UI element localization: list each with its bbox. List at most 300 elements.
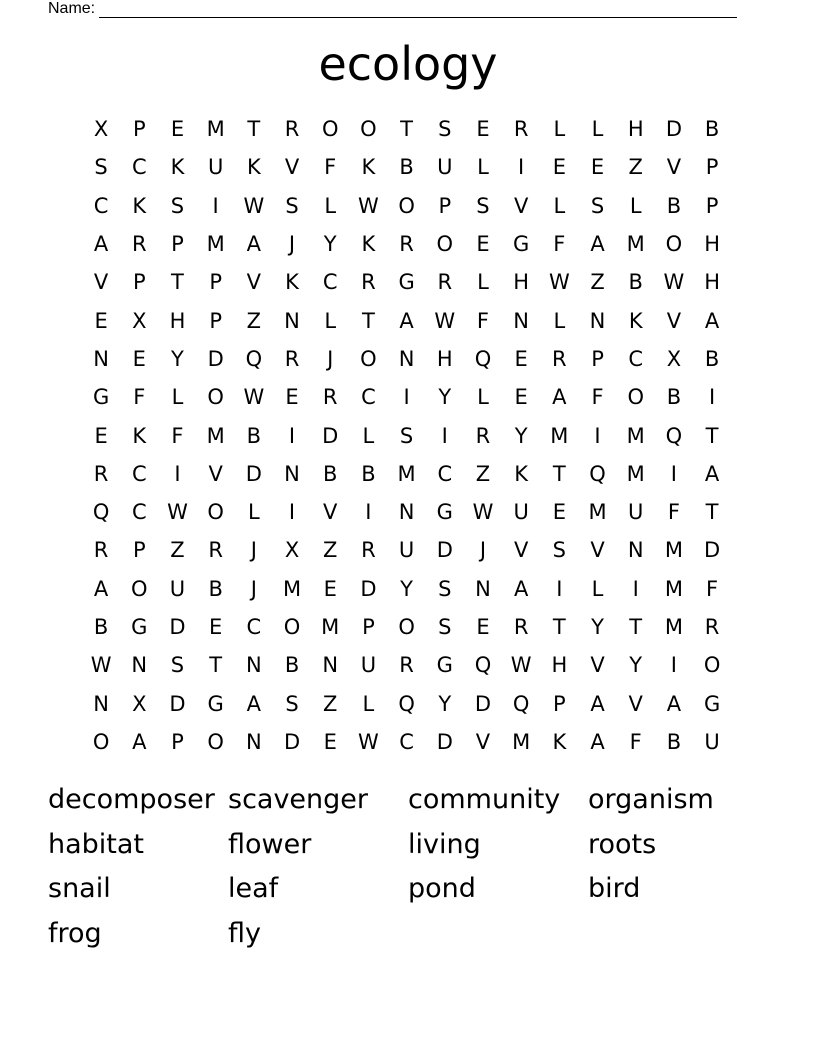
grid-letter: F xyxy=(667,500,680,525)
grid-letter: R xyxy=(284,346,300,371)
grid-letter: E xyxy=(514,346,528,371)
grid-letter: P xyxy=(362,615,375,639)
grid-letter: A xyxy=(704,308,720,333)
grid-letter: S xyxy=(438,615,452,639)
grid-letter: Q xyxy=(512,691,530,716)
grid-letter: M xyxy=(206,232,225,257)
grid-letter: D xyxy=(360,576,377,601)
grid-letter: P xyxy=(132,117,146,142)
grid-letter: J xyxy=(288,232,296,257)
grid-letter: R xyxy=(513,117,529,142)
grid-letter: U xyxy=(360,653,377,678)
grid-letter: Z xyxy=(323,538,338,563)
grid-letter: L xyxy=(477,270,489,295)
grid-letter: V xyxy=(246,270,262,295)
grid-letter: S xyxy=(438,117,452,142)
name-field xyxy=(48,0,737,18)
grid-letter: C xyxy=(322,270,338,295)
grid-letter: A xyxy=(590,729,605,754)
grid-letter: H xyxy=(551,653,568,678)
grid-letter: R xyxy=(475,423,491,448)
grid-letter: S xyxy=(94,155,108,180)
grid-letter: B xyxy=(399,155,414,180)
grid-letter: C xyxy=(131,500,147,525)
grid-letter: X xyxy=(284,538,300,563)
grid-letter: H xyxy=(704,232,720,257)
grid-letter: R xyxy=(284,117,300,142)
grid-letter: M xyxy=(550,423,569,448)
grid-letter: O xyxy=(703,653,721,678)
grid-letter: M xyxy=(321,615,340,639)
grid-letter: A xyxy=(93,232,109,257)
grid-letter: D xyxy=(169,691,186,716)
grid-letter: L xyxy=(477,385,489,410)
grid-letter: I xyxy=(174,461,181,486)
grid-letter: F xyxy=(171,423,184,448)
grid-letter: H xyxy=(169,308,186,333)
grid-letter: G xyxy=(207,691,224,716)
grid-letter: P xyxy=(705,193,719,218)
grid-letter: V xyxy=(323,500,338,525)
grid-letter: S xyxy=(285,691,299,716)
grid-letter: Q xyxy=(474,346,492,371)
grid-letter: W xyxy=(510,653,532,678)
grid-letter: Z xyxy=(475,461,491,486)
grid-letter: O xyxy=(207,385,224,410)
grid-letter: R xyxy=(322,385,338,410)
grid-letter: A xyxy=(399,308,414,333)
grid-letter: Q xyxy=(474,653,492,678)
grid-letter: O xyxy=(131,576,148,601)
grid-letter: B xyxy=(284,653,300,678)
grid-letter: N xyxy=(93,346,109,371)
grid-letter: F xyxy=(591,385,604,410)
word-list-item: flower xyxy=(228,828,312,860)
grid-letter: R xyxy=(704,615,720,639)
grid-letter: O xyxy=(321,117,339,142)
grid-letter: F xyxy=(476,308,490,333)
grid-letter: G xyxy=(513,232,530,257)
grid-letter: A xyxy=(93,576,109,601)
word-list-item: snail xyxy=(48,873,111,904)
grid-letter: R xyxy=(437,270,453,295)
grid-letter: W xyxy=(358,193,379,218)
grid-letter: B xyxy=(361,461,376,486)
grid-letter: X xyxy=(132,691,147,716)
grid-letter: N xyxy=(627,538,644,563)
grid-letter: Y xyxy=(591,615,604,639)
grid-letter: B xyxy=(666,193,682,218)
grid-letter: O xyxy=(398,193,415,218)
grid-letter: T xyxy=(171,270,184,295)
word-list-item: living xyxy=(408,828,481,860)
grid-letter: I xyxy=(403,385,410,410)
grid-letter: E xyxy=(323,729,337,754)
grid-letter: L xyxy=(324,193,337,218)
grid-letter: F xyxy=(706,576,719,601)
grid-letter: M xyxy=(206,117,225,142)
grid-letter: O xyxy=(207,500,224,525)
grid-letter: O xyxy=(436,232,454,257)
grid-letter: T xyxy=(629,615,643,639)
grid-letter: E xyxy=(94,423,108,448)
grid-letter: M xyxy=(626,232,645,257)
grid-letter: E xyxy=(476,232,490,257)
grid-letter: C xyxy=(131,461,147,486)
grid-letter: G xyxy=(131,615,148,639)
word-list xyxy=(48,778,768,956)
grid-letter: D xyxy=(474,691,492,716)
grid-letter: N xyxy=(398,500,415,525)
grid-letter: F xyxy=(133,385,146,410)
grid-letter: N xyxy=(475,576,491,601)
grid-letter: B xyxy=(93,615,109,639)
grid-letter: E xyxy=(209,615,223,639)
grid-letter: S xyxy=(399,423,414,448)
grid-letter: M xyxy=(664,615,683,639)
grid-letter: B xyxy=(208,576,223,601)
grid-letter: V xyxy=(513,193,529,218)
grid-letter: I xyxy=(708,385,716,410)
grid-letter: M xyxy=(397,461,416,486)
grid-letter: P xyxy=(209,308,222,333)
grid-letter: K xyxy=(285,270,299,295)
grid-letter: W xyxy=(243,193,265,218)
grid-letter: M xyxy=(626,423,645,448)
grid-letter: P xyxy=(132,538,146,563)
grid-letter: E xyxy=(476,117,490,142)
grid-letter: E xyxy=(323,576,337,601)
grid-letter: V xyxy=(284,155,300,180)
grid-letter: A xyxy=(704,461,720,486)
grid-letter: T xyxy=(552,615,566,639)
grid-letter: A xyxy=(246,691,262,716)
grid-letter: R xyxy=(513,615,529,639)
grid-letter: T xyxy=(552,461,566,486)
grid-letter: P xyxy=(553,691,566,716)
grid-letter: Z xyxy=(246,308,262,333)
grid-letter: L xyxy=(591,576,604,601)
grid-letter: V xyxy=(475,729,491,754)
grid-letter: E xyxy=(132,346,146,371)
grid-letter: I xyxy=(288,423,296,448)
word-list-item: leaf xyxy=(228,873,279,904)
grid-letter: M xyxy=(206,423,225,448)
grid-letter: K xyxy=(628,308,643,333)
grid-letter: B xyxy=(628,270,643,295)
grid-letter: Z xyxy=(628,155,643,180)
grid-letter: N xyxy=(245,729,262,754)
grid-letter: P xyxy=(209,270,222,295)
grid-letter: Q xyxy=(398,691,415,716)
grid-letter: A xyxy=(246,232,262,257)
grid-letter: N xyxy=(513,308,530,333)
grid-letter: M xyxy=(512,729,531,754)
word-list-item: habitat xyxy=(48,828,145,860)
grid-letter: Q xyxy=(92,500,110,525)
grid-letter: I xyxy=(518,155,525,180)
grid-letter: C xyxy=(361,385,376,410)
grid-letter: V xyxy=(628,691,643,716)
grid-letter: C xyxy=(437,461,453,486)
grid-letter: Y xyxy=(400,576,413,601)
grid-letter: S xyxy=(476,193,490,218)
word-list-item: organism xyxy=(588,784,714,815)
grid-letter: G xyxy=(703,691,721,716)
page-title: ecology xyxy=(318,37,498,91)
grid-letter: U xyxy=(169,576,186,601)
grid-letter: S xyxy=(552,538,567,563)
grid-letter: D xyxy=(665,117,682,142)
grid-letter: A xyxy=(590,691,605,716)
word-list-item: roots xyxy=(588,828,657,860)
grid-letter: M xyxy=(588,500,607,525)
grid-letter: N xyxy=(284,308,300,333)
grid-letter: Y xyxy=(629,653,643,678)
grid-letter: L xyxy=(591,117,604,142)
grid-letter: O xyxy=(627,385,644,410)
grid-letter: K xyxy=(132,193,147,218)
grid-letter: W xyxy=(548,270,570,295)
grid-letter: V xyxy=(666,155,682,180)
grid-letter: K xyxy=(170,155,185,180)
grid-letter: N xyxy=(245,653,262,678)
grid-letter: M xyxy=(664,576,683,601)
grid-letter: T xyxy=(400,117,413,142)
grid-letter: B xyxy=(666,385,682,410)
grid-letter: E xyxy=(94,308,108,333)
grid-letter: B xyxy=(704,117,720,142)
grid-letter: E xyxy=(514,385,528,410)
grid-letter: K xyxy=(361,232,376,257)
grid-letter: Z xyxy=(590,270,605,295)
grid-letter: D xyxy=(169,615,186,639)
grid-letter: L xyxy=(171,385,184,410)
grid-letter: F xyxy=(324,155,337,180)
grid-letter: D xyxy=(436,538,453,563)
grid-letter: P xyxy=(705,155,719,180)
grid-letter: W xyxy=(472,500,494,525)
grid-letter: M xyxy=(664,538,683,563)
grid-letter: E xyxy=(552,500,566,525)
grid-letter: K xyxy=(361,155,376,180)
grid-letter: O xyxy=(283,615,301,639)
grid-letter: V xyxy=(513,538,529,563)
grid-letter: O xyxy=(207,729,224,754)
grid-letter: I xyxy=(556,576,563,601)
grid-letter: W xyxy=(90,653,112,678)
grid-letter: J xyxy=(250,576,257,601)
grid-letter: X xyxy=(666,346,682,371)
grid-letter: J xyxy=(327,346,334,371)
word-list-item: community xyxy=(408,784,561,815)
grid-letter: L xyxy=(477,155,489,180)
grid-letter: M xyxy=(282,576,302,601)
grid-letter: C xyxy=(93,193,109,218)
grid-letter: R xyxy=(399,232,414,257)
word-list-item: frog xyxy=(48,917,102,949)
grid-letter: E xyxy=(170,117,185,142)
grid-letter: V xyxy=(590,538,605,563)
grid-letter: C xyxy=(246,615,262,639)
grid-letter: I xyxy=(441,423,448,448)
grid-letter: Y xyxy=(323,232,337,257)
grid-letter: N xyxy=(322,653,339,678)
grid-letter: U xyxy=(398,538,415,563)
grid-letter: L xyxy=(553,117,566,142)
grid-letter: R xyxy=(399,653,414,678)
grid-letter: B xyxy=(323,461,338,486)
grid-letter: P xyxy=(438,193,452,218)
grid-letter: B xyxy=(666,729,682,754)
grid-letter: Y xyxy=(514,423,528,448)
grid-letter: X xyxy=(93,117,109,142)
grid-letter: A xyxy=(552,385,567,410)
grid-letter: L xyxy=(553,193,566,218)
grid-letter: O xyxy=(360,346,377,371)
grid-letter: S xyxy=(438,576,452,601)
grid-letter: D xyxy=(704,538,721,563)
grid-letter: V xyxy=(93,270,109,295)
grid-letter: H xyxy=(704,270,720,295)
grid-letter: K xyxy=(514,461,529,486)
grid-letter: T xyxy=(209,653,223,678)
grid-letter: E xyxy=(285,385,299,410)
grid-letter: W xyxy=(358,729,379,754)
grid-letter: T xyxy=(705,500,719,525)
letter-grid xyxy=(82,110,731,761)
grid-letter: H xyxy=(627,117,644,142)
grid-letter: O xyxy=(360,117,377,142)
grid-letter: N xyxy=(398,346,415,371)
grid-letter: J xyxy=(479,538,487,563)
grid-letter: L xyxy=(553,308,566,333)
grid-letter: N xyxy=(589,308,606,333)
grid-letter: A xyxy=(132,729,147,754)
grid-letter: L xyxy=(247,500,260,525)
grid-letter: C xyxy=(131,155,147,180)
grid-letter: S xyxy=(590,193,605,218)
grid-letter: R xyxy=(361,270,376,295)
grid-letter: Q xyxy=(245,346,263,371)
grid-letter: G xyxy=(436,653,453,678)
grid-letter: L xyxy=(362,423,375,448)
grid-letter: R xyxy=(93,538,109,563)
grid-letter: U xyxy=(704,729,720,754)
grid-letter: Q xyxy=(665,423,683,448)
grid-letter: B xyxy=(704,346,720,371)
grid-letter: P xyxy=(171,729,184,754)
grid-letter: N xyxy=(284,461,300,486)
grid-letter: P xyxy=(132,270,146,295)
grid-letter: A xyxy=(513,576,529,601)
grid-letter: K xyxy=(246,155,261,180)
grid-letter: N xyxy=(131,653,148,678)
grid-letter: Q xyxy=(589,461,606,486)
grid-letter: A xyxy=(590,232,605,257)
grid-letter: D xyxy=(283,729,301,754)
grid-letter: V xyxy=(590,653,605,678)
grid-letter: Y xyxy=(438,691,452,716)
grid-letter: H xyxy=(513,270,530,295)
grid-letter: T xyxy=(361,308,375,333)
grid-letter: X xyxy=(132,308,147,333)
grid-letter: F xyxy=(629,729,642,754)
grid-letter: H xyxy=(436,346,453,371)
grid-letter: J xyxy=(250,538,257,563)
grid-letter: I xyxy=(212,193,219,218)
grid-letter: V xyxy=(208,461,223,486)
grid-letter: I xyxy=(365,500,372,525)
grid-letter: Z xyxy=(323,691,338,716)
grid-letter: Z xyxy=(170,538,185,563)
grid-letter: W xyxy=(663,270,685,295)
grid-letter: C xyxy=(628,346,644,371)
grid-letter: L xyxy=(629,193,642,218)
grid-letter: U xyxy=(513,500,529,525)
grid-letter: O xyxy=(92,729,110,754)
grid-letter: K xyxy=(552,729,567,754)
grid-letter: P xyxy=(591,346,604,371)
grid-letter: T xyxy=(705,423,719,448)
grid-letter: G xyxy=(398,270,415,295)
grid-letter: G xyxy=(92,385,110,410)
grid-letter: I xyxy=(670,653,677,678)
grid-letter: R xyxy=(361,538,376,563)
grid-letter: V xyxy=(666,308,682,333)
word-list-item: bird xyxy=(588,873,641,904)
grid-letter: K xyxy=(132,423,147,448)
word-list-item: pond xyxy=(408,873,476,904)
grid-letter: W xyxy=(167,500,188,525)
grid-letter: E xyxy=(552,155,566,180)
grid-letter: M xyxy=(626,461,645,486)
grid-letter: S xyxy=(170,653,185,678)
grid-letter: T xyxy=(247,117,261,142)
grid-letter: B xyxy=(246,423,262,448)
grid-letter: W xyxy=(434,308,456,333)
grid-letter: I xyxy=(670,461,677,486)
grid-letter: U xyxy=(207,155,224,180)
grid-letter: R xyxy=(93,461,109,486)
grid-letter: E xyxy=(476,615,490,639)
grid-letter: O xyxy=(665,232,683,257)
word-list-item: decomposer xyxy=(48,784,215,815)
grid-letter: U xyxy=(437,155,453,180)
grid-letter: I xyxy=(632,576,639,601)
grid-letter: D xyxy=(207,346,224,371)
name-label: Name: xyxy=(48,0,96,17)
grid-letter: Y xyxy=(438,385,452,410)
grid-letter: R xyxy=(131,232,147,257)
grid-letter: N xyxy=(93,691,109,716)
grid-letter: D xyxy=(245,461,262,486)
grid-letter: R xyxy=(208,538,223,563)
grid-letter: I xyxy=(594,423,601,448)
grid-letter: W xyxy=(243,385,265,410)
name-line xyxy=(99,3,737,18)
grid-letter: S xyxy=(285,193,299,218)
grid-letter: Y xyxy=(171,346,184,371)
word-list-item: fly xyxy=(228,917,261,949)
grid-letter: I xyxy=(288,500,296,525)
grid-letter: P xyxy=(171,232,184,257)
grid-letter: D xyxy=(322,423,339,448)
grid-letter: L xyxy=(324,308,337,333)
grid-letter: C xyxy=(399,729,414,754)
grid-letter: O xyxy=(398,615,415,639)
grid-letter: L xyxy=(362,691,375,716)
